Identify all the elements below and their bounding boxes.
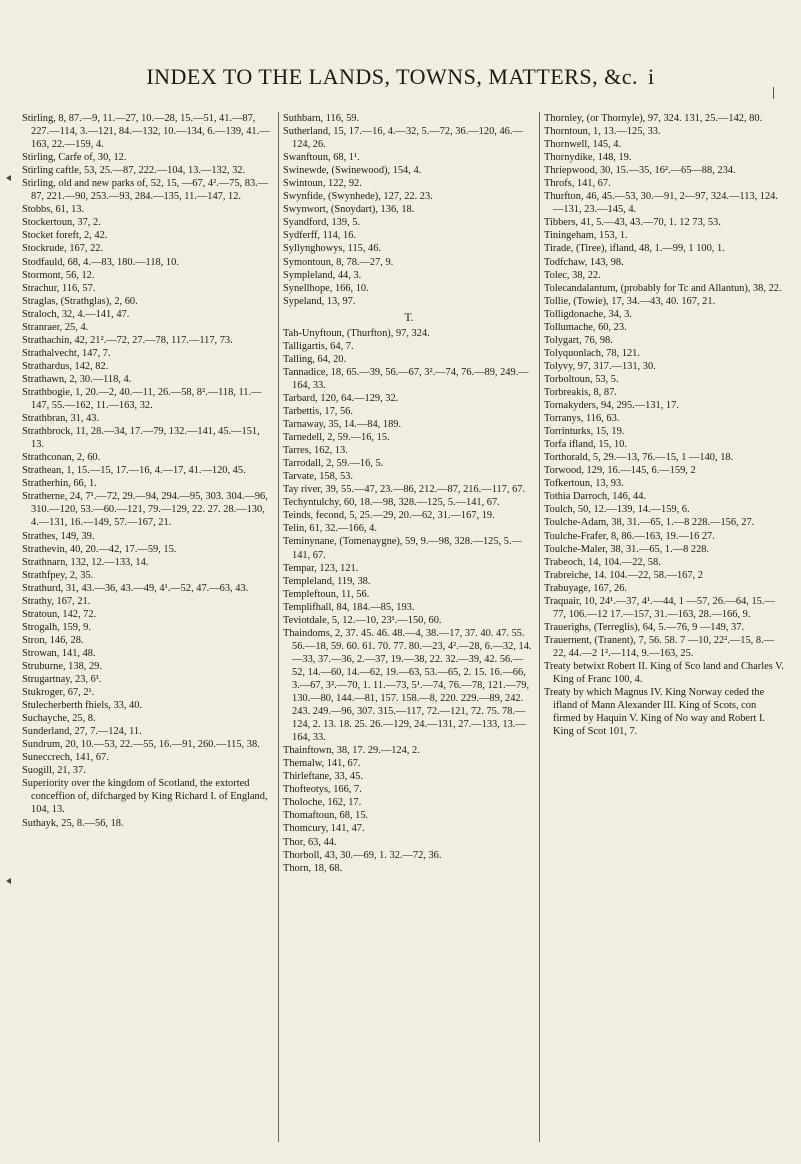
index-entry: Stirling caftle, 53, 25.—87, 222.—104, 13.—132, 32. bbox=[22, 165, 246, 177]
index-entry: Thornley, (or Thornyle), 97, 324. 131, 25.—142, 80. bbox=[544, 113, 763, 124]
index-entry: Stocket foreft, 2, 42. bbox=[22, 230, 108, 242]
index-entry: Tirade, (Tiree), ifland, 48, 1.—99, 1 100, 1. bbox=[544, 243, 725, 255]
index-column-3 bbox=[544, 112, 784, 1142]
index-entry: Teminynane, (Tomenaygne), 59, 9.—98, 328.—125, 5.—141, 67. bbox=[283, 536, 522, 561]
index-entry: Syllynghowys, 115, 46. bbox=[283, 243, 382, 255]
index-entry: Thriepwood, 30, 15.—35, 16².—65—88, 234. bbox=[544, 165, 736, 177]
index-entry: Stratoun, 142, 72. bbox=[22, 608, 97, 620]
index-entry: Strowan, 141, 48. bbox=[22, 647, 96, 659]
header-title: INDEX TO THE LANDS, TOWNS, MATTERS, &c. bbox=[146, 64, 639, 89]
index-entry: Swinewde, (Swinewood), 154, 4. bbox=[283, 165, 422, 177]
index-entry: Sydferff, 114, 16. bbox=[283, 230, 357, 242]
index-entry: Strathbran, 31, 43. bbox=[22, 413, 100, 425]
index-entry: Templifhall, 84, 184.—85, 193. bbox=[283, 601, 415, 613]
index-entry: Synellhope, 166, 10. bbox=[283, 282, 369, 294]
index-entry: Stodfauld, 68, 4.—83, 180.—118, 10. bbox=[22, 256, 179, 268]
margin-arrow-icon bbox=[6, 175, 11, 181]
index-entry: Strachur, 116, 57. bbox=[22, 282, 96, 294]
index-entry: Syandford, 139, 5. bbox=[283, 217, 361, 229]
index-entry: Strathes, 149, 39. bbox=[22, 530, 95, 542]
index-entry: Tarvate, 158, 53. bbox=[283, 471, 353, 483]
index-entry: Stratherne, 24, 7¹.—72, 29.—94, 294.—95, 303. 304.—96, 310.—120, 53.—60.—121, 79.—129, 22. 27. 28.—130, 4.—131, 16.—149, 57.—167, 21. bbox=[22, 491, 268, 529]
index-entry: Torbreakis, 8, 87. bbox=[544, 386, 617, 398]
index-entry: Trabreiche, 14. 104.—22, 58.—167, 2 bbox=[544, 569, 703, 581]
index-entry: Sunderland, 27, 7.—124, 11. bbox=[22, 726, 142, 738]
index-entry: Thomcury, 141, 47. bbox=[283, 823, 365, 835]
index-entry: Tolec, 38, 22. bbox=[544, 269, 601, 281]
index-entry: Strathurd, 31, 43.—36, 43.—49, 4¹.—52, 47.—63, 43. bbox=[22, 582, 249, 594]
index-entry: Strathean, 1, 15.—15, 17.—16, 4.—17, 41.—120, 45. bbox=[22, 465, 246, 477]
index-columns bbox=[22, 112, 782, 1142]
index-entry: Strathachin, 42, 21².—72, 27.—78, 117.—117, 73. bbox=[22, 334, 233, 346]
index-entry: Stulecherberth fhiels, 33, 40. bbox=[22, 700, 143, 712]
index-entry: Strathfpey, 2, 35. bbox=[22, 569, 94, 581]
index-entry: Tarbettis, 17, 56. bbox=[283, 405, 353, 417]
index-entry: Sutherland, 15, 17.—16, 4.—32, 5.—72, 36.—120, 46.—124, 26. bbox=[283, 126, 523, 151]
index-entry: Thurfton, 46, 45.—53, 30.—91, 2—97, 324.—113, 124.—131, 23.—145, 4. bbox=[544, 191, 778, 216]
index-entry: Thirleftane, 33, 45. bbox=[283, 771, 363, 783]
margin-arrow-icon bbox=[6, 878, 11, 884]
index-entry: Stron, 146, 28. bbox=[22, 634, 84, 646]
index-entry: Thainftown, 38, 17. 29.—124, 2. bbox=[283, 745, 420, 757]
index-entry: Templeftoun, 11, 56. bbox=[283, 588, 370, 600]
index-entry: Torrinturks, 15, 19. bbox=[544, 426, 625, 438]
page-folio: i bbox=[648, 64, 655, 89]
index-entry: Sympleland, 44, 3. bbox=[283, 269, 362, 281]
index-entry: Torboltoun, 53, 5. bbox=[544, 373, 619, 385]
index-entry: Strathbogie, 1, 20.—2, 40.—11, 26.—58, 8².—118, 11.—147, 55.—162, 11.—163, 32. bbox=[22, 386, 262, 412]
index-entry: Thorn, 18, 68. bbox=[283, 862, 343, 874]
index-entry: Toulche-Frafer, 8, 86.—163, 19.—16 27. bbox=[544, 530, 715, 542]
index-entry: Tarbard, 120, 64.—129, 32. bbox=[283, 392, 399, 404]
index-entry: Thaindoms, 2, 37. 45. 46. 48.—4, 38.—17, 37. 40. 47. 55. 56.—18, 59. 60. 61. 70. 77. 80.—23, 4².—28, 6.—32, 14.—33, 37.—36, 2.—37, 19.—38, 22. 32.—39, 42. 56.—52, 14.—60, 14.—62, 19.—63, 53.—65, 2. 15. 16.—66, 3.—67, 3².—70, 1. 11.—73, 5¹.—74, 76.—78, 121.—79, 130.—80, 144.—81, 157. 158.—8, 220. 229.—89, 242. 243. 249.—96, 307. 315.—117, 72.—121, 72. 75. 78.—124, 2. 13. 18. 25. 26.—129, 24.—131, 27.—133, 13.—164, 33. bbox=[283, 627, 532, 744]
index-column-2 bbox=[283, 112, 535, 1142]
index-entry: Tah-Unyftoun, (Thurfton), 97, 324. bbox=[283, 327, 430, 339]
index-entry: Trauerighs, (Terreglis), 64, 5.—76, 9 —149, 37. bbox=[544, 621, 745, 633]
index-entry: Strathbrock, 11, 28.—34, 17.—79, 132.—141, 45.—151, 13. bbox=[22, 426, 260, 451]
index-entry: Tolygart, 76, 98. bbox=[544, 334, 613, 346]
index-entry: Tibbers, 41, 5.—43, 43.—70, 1. 12 73, 53. bbox=[544, 217, 721, 229]
index-entry: Strathnarn, 132, 12.—133, 14. bbox=[22, 556, 149, 568]
index-entry: Todfchaw, 143, 98. bbox=[544, 256, 624, 268]
index-entry: Suchayche, 25, 8. bbox=[22, 713, 96, 725]
index-entry: Talligartis, 64, 7. bbox=[283, 340, 354, 352]
index-entry: Torthorald, 5, 29.—13, 76.—15, 1 —140, 18. bbox=[544, 452, 734, 464]
index-entry: Torwood, 129, 16.—145, 6.—159, 2 bbox=[544, 465, 696, 477]
index-entry: Themalw, 141, 67. bbox=[283, 758, 361, 770]
index-entry: Stratherhin, 66, 1. bbox=[22, 478, 97, 490]
index-entry: Thomaftoun, 68, 15. bbox=[283, 810, 369, 822]
index-entry: Trauernent, (Tranent), 7, 56. 58. 7 —10, 22².—15, 8.—22, 44.—2 1².—114, 9.—163, 25. bbox=[544, 634, 775, 659]
index-entry: Symontoun, 8, 78.—27, 9. bbox=[283, 256, 394, 268]
index-entry: Strathardus, 142, 82. bbox=[22, 360, 109, 372]
index-entry: Swynwort, (Snoydart), 136, 18. bbox=[283, 204, 415, 216]
index-entry: Tarres, 162, 13. bbox=[283, 445, 348, 457]
header-tick bbox=[773, 87, 774, 99]
index-entry: Straloch, 32, 4.—141, 47. bbox=[22, 308, 130, 320]
index-entry: Tarnaway, 35, 14.—84, 189. bbox=[283, 419, 402, 431]
index-entry: Tofkertoun, 13, 93. bbox=[544, 478, 624, 490]
index-entry: Swintoun, 122, 92. bbox=[283, 178, 362, 190]
index-entry: Sypeland, 13, 97. bbox=[283, 295, 356, 307]
index-entry: Straglas, (Strathglas), 2, 60. bbox=[22, 295, 138, 307]
index-entry: Stirling, Carfe of, 30, 12. bbox=[22, 152, 127, 164]
column-divider bbox=[539, 112, 540, 1142]
index-entry: Strogalh, 159, 9. bbox=[22, 621, 91, 633]
index-entry: Techyntulchy, 60, 18.—98, 328.—125, 5.—141, 67. bbox=[283, 497, 500, 509]
index-entry: Superiority over the kingdom of Scotland, the extorted conceffion of, difcharged by King Richard I. of England, 104, 13. bbox=[22, 778, 268, 816]
index-entry: Toulche-Maler, 38, 31.—65, 1.—8 228. bbox=[544, 543, 710, 555]
index-entry: Thornydike, 148, 19. bbox=[544, 152, 632, 164]
index-entry: Tannadice, 18, 65.—39, 56.—67, 3².—74, 76.—89, 249.—164, 33. bbox=[283, 366, 529, 391]
index-entry: Tollie, (Towie), 17, 34.—43, 40. 167, 21. bbox=[544, 295, 716, 307]
index-entry: Strathalvecht, 147, 7. bbox=[22, 347, 111, 359]
index-entry: Tolecandalantum, (probably for Tc and Allantun), 38, 22. bbox=[544, 282, 782, 294]
index-entry: Strathy, 167, 21. bbox=[22, 595, 91, 607]
index-entry: Tarrodall, 2, 59.—16, 5. bbox=[283, 458, 384, 470]
index-entry: Toulche-Adam, 38, 31.—65, 1.—8 228.—156, 27. bbox=[544, 517, 755, 529]
index-entry: Tholoche, 162, 17. bbox=[283, 797, 362, 809]
index-entry: Trabeoch, 14, 104.—22, 58. bbox=[544, 556, 661, 568]
index-entry: Tothia Darroch, 146, 44. bbox=[544, 491, 646, 503]
index-entry: Thorboll, 43, 30.—69, 1. 32.—72, 36. bbox=[283, 849, 442, 861]
index-entry: Suogill, 21, 37. bbox=[22, 765, 86, 777]
index-entry: Stirling, old and new parks of, 52, 15, —67, 4².—75, 83.—87, 221.—90, 253.—93, 284.—135, 11.—147, 12. bbox=[22, 178, 269, 203]
index-entry: Thofteotys, 166, 7. bbox=[283, 784, 362, 796]
index-entry: Telin, 61, 32.—166, 4. bbox=[283, 523, 377, 535]
index-entry: Tollumache, 60, 23. bbox=[544, 321, 627, 333]
running-header bbox=[0, 64, 801, 90]
index-entry: Tornakyders, 94, 295.—131, 17. bbox=[544, 400, 679, 412]
index-entry: Tolyvy, 97, 317.—131, 30. bbox=[544, 360, 656, 372]
index-entry: Strugartnay, 23, 6¹. bbox=[22, 674, 102, 686]
index-entry: Stormont, 56, 12. bbox=[22, 269, 95, 281]
index-column-1 bbox=[22, 112, 274, 1142]
index-entry: Torranys, 116, 63. bbox=[544, 413, 620, 425]
column-divider bbox=[278, 112, 279, 1142]
index-entry: Throfs, 141, 67. bbox=[544, 178, 611, 190]
index-entry: Treaty betwixt Robert II. King of Sco land and Charles V. King of Franc 100, 4. bbox=[544, 660, 784, 686]
index-entry: Struburne, 138, 29. bbox=[22, 660, 102, 672]
index-entry: Toulch, 50, 12.—139, 14.—159, 6. bbox=[544, 504, 690, 516]
index-entry: Swynfide, (Swynhede), 127, 22. 23. bbox=[283, 191, 433, 203]
index-entry: Suthbarn, 116, 59. bbox=[283, 113, 360, 124]
index-entry: Tiningeham, 153, 1. bbox=[544, 230, 628, 242]
index-entry: Tolyquonlach, 78, 121. bbox=[544, 347, 640, 359]
index-entry: Stobbs, 61, 13. bbox=[22, 204, 85, 216]
index-entry: Swanftoun, 68, 1¹. bbox=[283, 152, 360, 164]
index-entry: Stirling, 8, 87.—9, 11.—27, 10.—28, 15.—51, 41.—87, 227.—114, 3.—121, 84.—132, 10.—134, 6.—139, 41.—163, 22.—159, 4. bbox=[22, 113, 270, 151]
index-entry: Tay river, 39, 55.—47, 23.—86, 212.—87, 216.—117, 67. bbox=[283, 484, 526, 496]
index-entry: Thorntoun, 1, 13.—125, 33. bbox=[544, 126, 661, 138]
index-entry: Stukroger, 67, 2¹. bbox=[22, 687, 95, 699]
index-entry: Tarnedell, 2, 59.—16, 15. bbox=[283, 432, 390, 444]
index-entry: Stockertoun, 37, 2. bbox=[22, 217, 101, 229]
index-entry: Suthayk, 25, 8.—56, 18. bbox=[22, 817, 124, 829]
index-entry: Teinds, fecond, 5, 25.—29, 20.—62, 31.—167, 19. bbox=[283, 510, 495, 522]
index-entry: Strathconan, 2, 60. bbox=[22, 452, 101, 464]
index-entry: Traquair, 10, 24¹.—37, 4¹.—44, 1 —57, 26.—64, 15.—77, 106.—12 17.—157, 31.—163, 28.—166, 9. bbox=[544, 595, 775, 620]
index-entry: Tolligdonache, 34, 3. bbox=[544, 308, 632, 320]
section-letter: T. bbox=[404, 311, 414, 324]
index-entry: Strathevin, 40, 20.—42, 17.—59, 15. bbox=[22, 543, 177, 555]
index-entry: Talling, 64, 20. bbox=[283, 353, 347, 365]
index-entry: Stockrude, 167, 22. bbox=[22, 243, 104, 255]
index-entry: Teviotdale, 5, 12.—10, 23¹.—150, 60. bbox=[283, 614, 442, 626]
index-entry: Templeland, 119, 38. bbox=[283, 575, 371, 587]
index-entry: Thor, 63, 44. bbox=[283, 836, 337, 848]
index-entry: Strathawn, 2, 30.—118, 4. bbox=[22, 373, 132, 385]
index-entry: Suneccrech, 141, 67. bbox=[22, 752, 109, 764]
index-entry: Stranraer, 25, 4. bbox=[22, 321, 89, 333]
index-entry: Sundrum, 20, 10.—53, 22.—55, 16.—91, 260.—115, 38. bbox=[22, 739, 260, 751]
index-entry: Treaty by which Magnus IV. King Norway ceded the ifland of Mann Alexander III. King of Scots, con firmed by Haquin V. King of No way and Robert I. King of Scot 101, 7. bbox=[544, 687, 766, 738]
index-entry: Thornwell, 145, 4. bbox=[544, 139, 622, 151]
index-entry: Trabuyage, 167, 26. bbox=[544, 582, 628, 594]
index-entry: Tempar, 123, 121. bbox=[283, 562, 359, 574]
index-entry: Torfa ifland, 15, 10. bbox=[544, 439, 627, 451]
